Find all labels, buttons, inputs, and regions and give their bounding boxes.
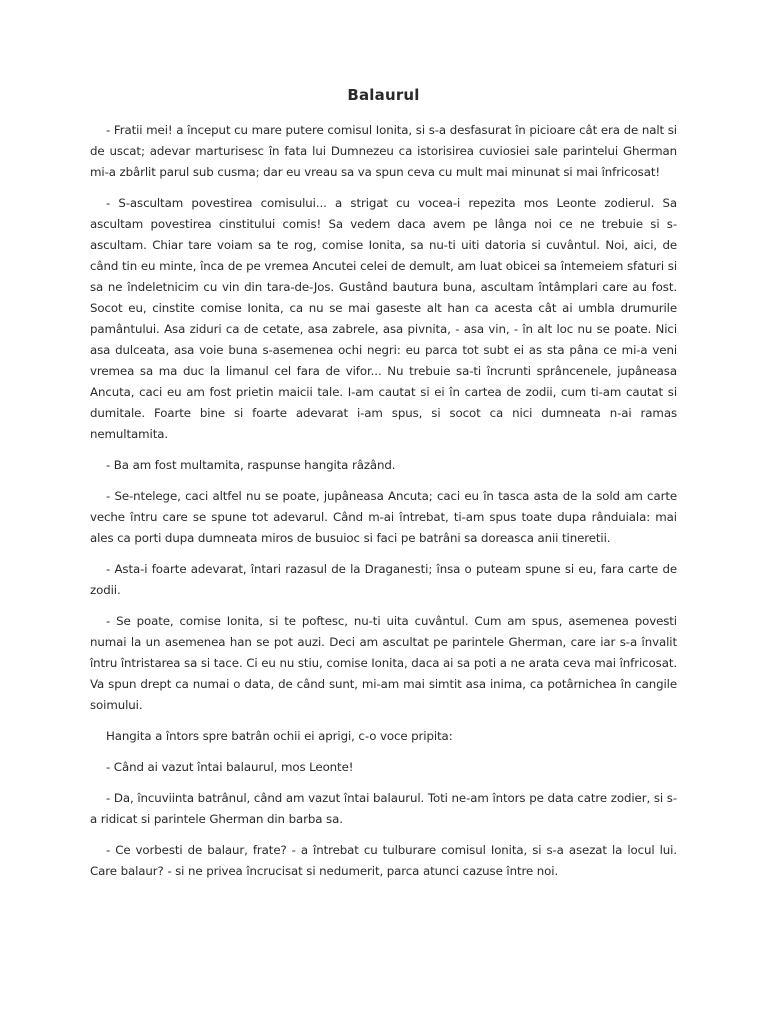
paragraph-5: - Asta-i foarte adevarat, întari razasul de la Draganesti; însa o puteam spune si eu, fara carte de zodii. [90, 562, 677, 597]
paragraph-3: - Ba am fost multamita, raspunse hangita râzând. [106, 458, 396, 472]
paragraph-2: - S-ascultam povestirea comisului... a strigat cu vocea-i repezita mos Leonte zodierul. Sa ascultam povestirea cinstitului comis! Sa vedem daca avem pe lânga noi ce ne trebuie si s-ascultam. Chiar tare voiam sa te rog, comise Ionita, sa nu-ti uiti datoria si cuvântul. Noi, aici, de când tin eu minte, înca de pe vremea Ancutei celei de demult, am luat obicei sa întemeiem sfaturi si sa ne îndeletnicim cu vin din tara-de-Jos. Gustând bautura buna, ascultam întâmplari care au fost. Socot eu, cinstite comise Ionita, ca nu se mai gaseste alt han ca acesta cât ai umbla drumurile pamântului. Asa ziduri ca de cetate, asa zabrele, asa pivnita, - asa vin, - în alt loc nu se poate. Nici asa dulceata, asa voie buna s-asemenea ochi negri: eu parca tot subt ei as sta pâna ce mi-a veni vremea sa ma duc la limanul cel fara de vifor... Nu trebuie sa-ti încrunti sprâncenele, jupâneasa Ancuta, caci eu am fost prietin maicii tale. I-am cautat si ei în cartea de zodii, cum ti-am cautat si dumitale. Foarte bine si foarte adevarat i-am spus, si socot ca nici dumneata n-ai ramas nemultamita. [90, 196, 677, 441]
paragraph-9: - Da, încuviinta batrânul, când am vazut întai balaurul. Toti ne-am întors pe data catre zodier, si s-a ridicat si parintele Gherman din barba sa. [90, 791, 677, 826]
document-title: Balaurul [347, 86, 420, 104]
paragraph-1: - Fratii mei! a început cu mare putere comisul Ionita, si s-a desfasurat în picioare cât era de nalt si de uscat; adevar marturisesc în fata lui Dumnezeu ca istorisirea cuviosiei sale parintelui Gherman mi-a zbârlit parul sub cusma; dar eu vreau sa va spun ceva cu mult mai minunat si mai înfricosat! [90, 123, 677, 179]
paragraph-4: - Se-ntelege, caci altfel nu se poate, jupâneasa Ancuta; caci eu în tasca asta de la sold am carte veche întru care se spune tot adevarul. Când m-ai întrebat, ti-am spus toate dupa rânduiala: mai ales ca porti dupa dumneata miros de busuioc si faci pe batrâni sa doreasca anii tineretii. [90, 489, 677, 545]
document-page [90, 80, 677, 892]
paragraph-7: Hangita a întors spre batrân ochii ei aprigi, c-o voce pripita: [106, 729, 453, 743]
paragraph-6: - Se poate, comise Ionita, si te poftesc, nu-ti uita cuvântul. Cum am spus, asemenea povesti numai la un asemenea han se pot auzi. Deci am ascultat pe parintele Gherman, care iar s-a învalit întru întristarea sa si tace. Ci eu nu stiu, comise Ionita, daca ai sa poti a ne arata ceva mai înfricosat. Va spun drept ca numai o data, de când sunt, mi-am mai simtit asa inima, ca potârnichea în cangile soimului. [90, 614, 677, 712]
paragraph-8: - Când ai vazut întai balaurul, mos Leonte! [106, 760, 354, 774]
paragraph-10: - Ce vorbesti de balaur, frate? - a întrebat cu tulburare comisul Ionita, si s-a asezat la locul lui. Care balaur? - si ne privea încrucisat si nedumerit, parca atunci cazuse între noi. [90, 843, 677, 878]
